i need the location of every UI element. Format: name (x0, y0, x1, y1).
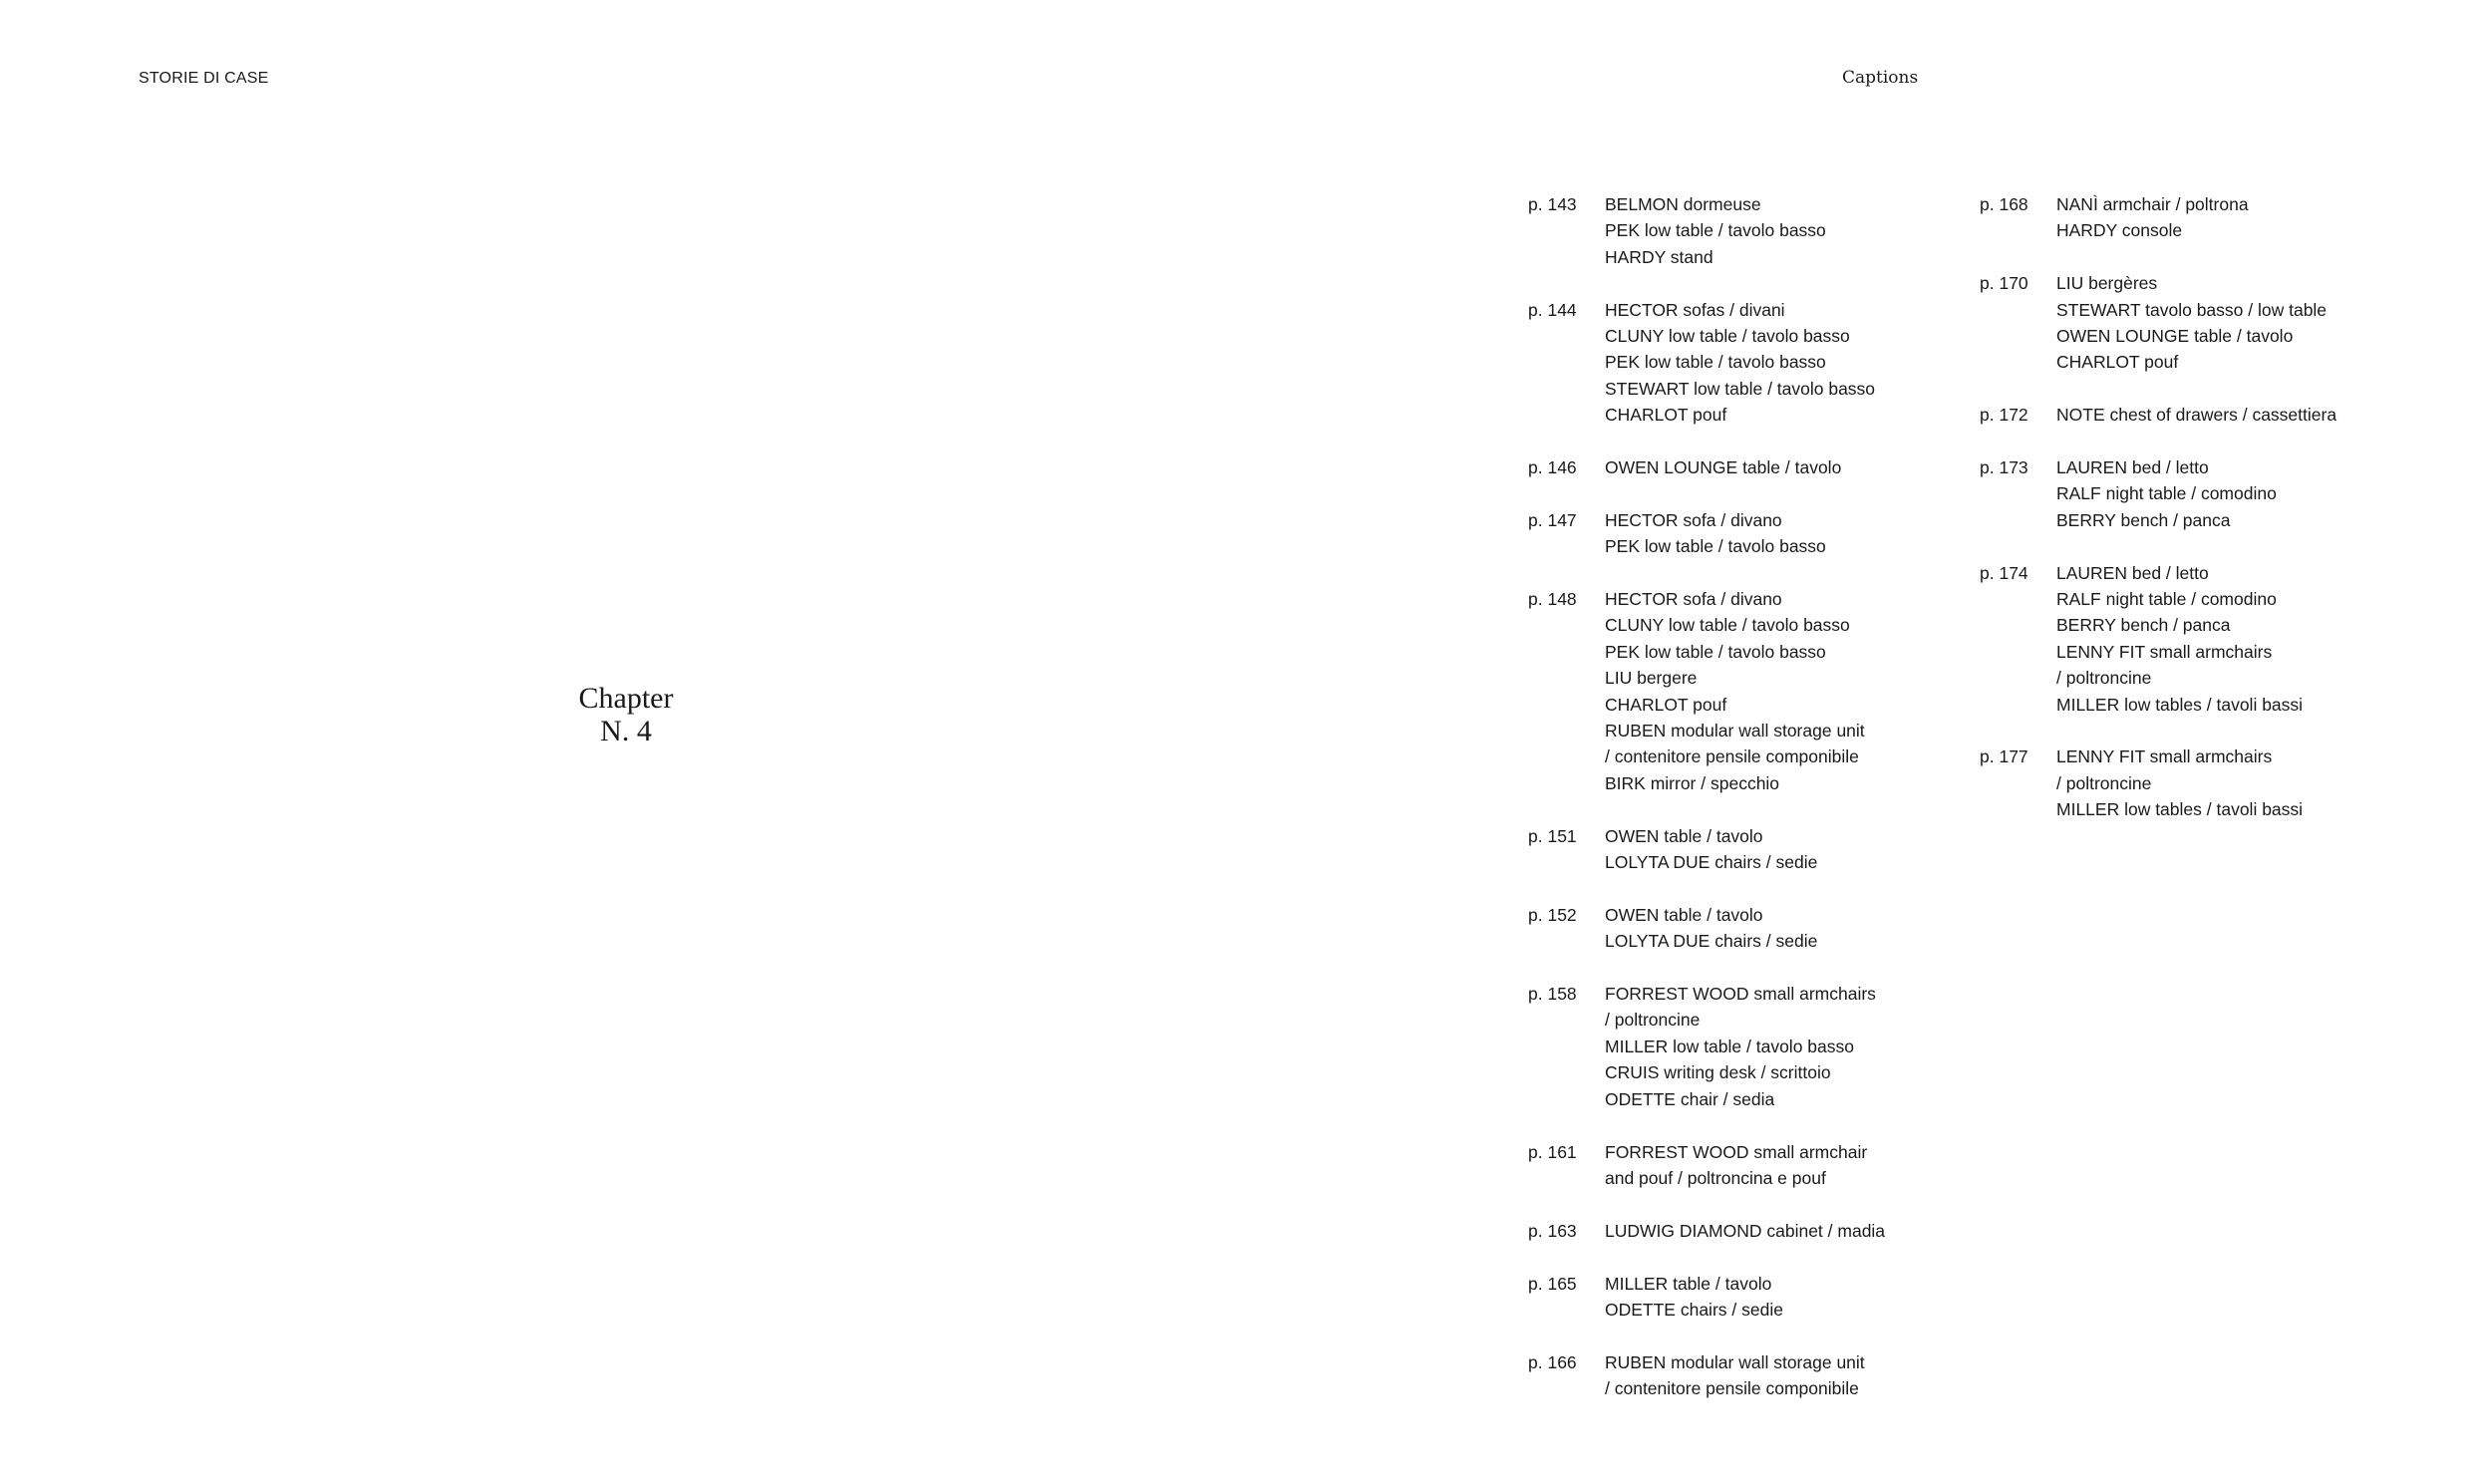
caption-page-number: p. 144 (1528, 299, 1577, 320)
caption-page-number: p. 165 (1528, 1273, 1577, 1294)
caption-line: RALF night table / comodino (2056, 483, 2277, 504)
caption-line: PEK low table / tavolo basso (1605, 220, 1826, 241)
caption-line: LIU bergères (2056, 273, 2158, 294)
captions-column-2 (1980, 191, 2398, 849)
caption-lines (1605, 1218, 1967, 1244)
caption-lines (2056, 402, 2398, 428)
caption-line: HARDY stand (1605, 246, 1713, 267)
caption-line: / contenitore pensile componibile (1605, 1378, 1859, 1399)
caption-page-number: p. 146 (1528, 457, 1577, 478)
caption-line: PEK low table / tavolo basso (1605, 641, 1826, 662)
caption-line: MILLER low table / tavolo basso (1605, 1036, 1854, 1056)
caption-line: HARDY console (2056, 220, 2183, 241)
caption-line: LAUREN bed / letto (2056, 562, 2209, 583)
caption-entry (1980, 270, 2398, 376)
caption-line: BERRY bench / panca (2056, 509, 2231, 530)
caption-line: OWEN table / tavolo (1605, 825, 1763, 846)
caption-page-number: p. 152 (1528, 904, 1577, 925)
caption-line: ODETTE chairs / sedie (1605, 1299, 1783, 1320)
caption-line: STEWART tavolo basso / low table (2056, 299, 2328, 320)
caption-line: BERRY bench / panca (2056, 615, 2231, 636)
caption-lines (1605, 1271, 1967, 1324)
caption-line: CLUNY low table / tavolo basso (1605, 615, 1850, 636)
caption-line: MILLER low tables / tavoli bassi (2056, 694, 2304, 715)
caption-lines (1605, 1349, 1967, 1402)
caption-page-number: p. 172 (1980, 405, 2028, 426)
caption-line: CHARLOT pouf (2056, 352, 2179, 373)
caption-line: LOLYTA DUE chairs / sedie (1605, 852, 1818, 873)
caption-line: CHARLOT pouf (1605, 694, 1727, 715)
caption-page-number: p. 163 (1528, 1220, 1577, 1241)
caption-line: OWEN LOUNGE table / tavolo (1605, 457, 1842, 478)
caption-line: LIU bergere (1605, 668, 1698, 689)
caption-line: OWEN table / tavolo (1605, 904, 1763, 925)
caption-line: HECTOR sofa / divano (1605, 589, 1782, 610)
caption-line: RUBEN modular wall storage unit (1605, 721, 1865, 742)
caption-lines (1605, 586, 1967, 796)
caption-page-number: p. 151 (1528, 825, 1577, 846)
caption-line: LOLYTA DUE chairs / sedie (1605, 931, 1818, 952)
caption-entry (1528, 191, 1967, 270)
chapter-number: N. 4 (600, 715, 652, 747)
caption-entry (1528, 902, 1967, 955)
caption-entry (1528, 1271, 1967, 1324)
caption-line: CRUIS writing desk / scrittoio (1605, 1062, 1831, 1083)
caption-lines (1605, 981, 1967, 1112)
caption-line: PEK low table / tavolo basso (1605, 536, 1826, 557)
caption-lines (2056, 560, 2398, 718)
caption-line: NOTE chest of drawers / cassettiera (2056, 405, 2337, 426)
caption-line: RALF night table / comodino (2056, 589, 2277, 610)
caption-line: NANÌ armchair / poltrona (2056, 194, 2249, 214)
caption-line: LAUREN bed / letto (2056, 457, 2209, 478)
caption-page-number: p. 173 (1980, 457, 2028, 478)
caption-line: STEWART low table / tavolo basso (1605, 378, 1876, 399)
caption-page-number: p. 177 (1980, 746, 2028, 767)
caption-line: / poltroncine (1605, 1010, 1701, 1031)
caption-lines (1605, 823, 1967, 876)
caption-lines (1605, 902, 1967, 955)
caption-line: FORREST WOOD small armchairs (1605, 984, 1876, 1005)
caption-lines (1605, 297, 1967, 429)
caption-line: / contenitore pensile componibile (1605, 746, 1859, 767)
caption-entry (1528, 586, 1967, 796)
caption-entry (1528, 454, 1967, 480)
caption-line: CLUNY low table / tavolo basso (1605, 326, 1850, 347)
caption-page-number: p. 170 (1980, 273, 2028, 294)
caption-line: OWEN LOUNGE table / tavolo (2056, 326, 2294, 347)
caption-entry (1528, 297, 1967, 429)
chapter-label: Chapter (578, 682, 674, 715)
caption-entry (1980, 191, 2398, 244)
caption-page-number: p. 161 (1528, 1141, 1577, 1162)
caption-lines (2056, 743, 2398, 822)
caption-lines (1605, 454, 1967, 480)
caption-line: LUDWIG DIAMOND cabinet / madia (1605, 1220, 1886, 1241)
caption-entry (1528, 823, 1967, 876)
caption-page-number: p. 148 (1528, 589, 1577, 610)
caption-entry (1980, 454, 2398, 533)
caption-line: / poltroncine (2056, 772, 2152, 793)
caption-entry (1528, 1349, 1967, 1402)
running-header: STORIE DI CASE (139, 70, 269, 87)
caption-entry (1528, 1139, 1967, 1192)
caption-line: RUBEN modular wall storage unit (1605, 1351, 1865, 1372)
caption-line: CHARLOT pouf (1605, 405, 1727, 426)
caption-lines (2056, 270, 2398, 376)
caption-page-number: p. 158 (1528, 984, 1577, 1005)
caption-page-number: p. 166 (1528, 1351, 1577, 1372)
caption-line: FORREST WOOD small armchair (1605, 1141, 1868, 1162)
caption-lines (1605, 1139, 1967, 1192)
caption-entry (1528, 1218, 1967, 1244)
caption-line: / poltroncine (2056, 668, 2152, 689)
caption-line: BELMON dormeuse (1605, 194, 1761, 214)
caption-line: and pouf / poltroncina e pouf (1605, 1167, 1826, 1188)
caption-line: LENNY FIT small armchairs (2056, 746, 2273, 767)
caption-line: ODETTE chair / sedia (1605, 1088, 1775, 1109)
caption-lines (2056, 454, 2398, 533)
caption-line: MILLER table / tavolo (1605, 1273, 1772, 1294)
caption-line: PEK low table / tavolo basso (1605, 352, 1826, 373)
caption-entry (1980, 743, 2398, 822)
caption-line: LENNY FIT small armchairs (2056, 641, 2273, 662)
caption-line: BIRK mirror / specchio (1605, 772, 1780, 793)
section-title: Captions (1842, 68, 1919, 88)
caption-entry (1528, 981, 1967, 1112)
caption-page-number: p. 174 (1980, 562, 2028, 583)
caption-line: MILLER low tables / tavoli bassi (2056, 799, 2304, 820)
caption-entry (1528, 507, 1967, 560)
caption-lines (1605, 507, 1967, 560)
caption-line: HECTOR sofa / divano (1605, 509, 1782, 530)
caption-lines (2056, 191, 2398, 244)
caption-lines (1605, 191, 1967, 270)
caption-page-number: p. 143 (1528, 194, 1577, 214)
caption-page-number: p. 168 (1980, 194, 2028, 214)
chapter-heading (526, 682, 726, 747)
caption-entry (1980, 402, 2398, 428)
caption-page-number: p. 147 (1528, 509, 1577, 530)
captions-column-1 (1528, 191, 1967, 1428)
caption-line: HECTOR sofas / divani (1605, 299, 1785, 320)
caption-entry (1980, 560, 2398, 718)
